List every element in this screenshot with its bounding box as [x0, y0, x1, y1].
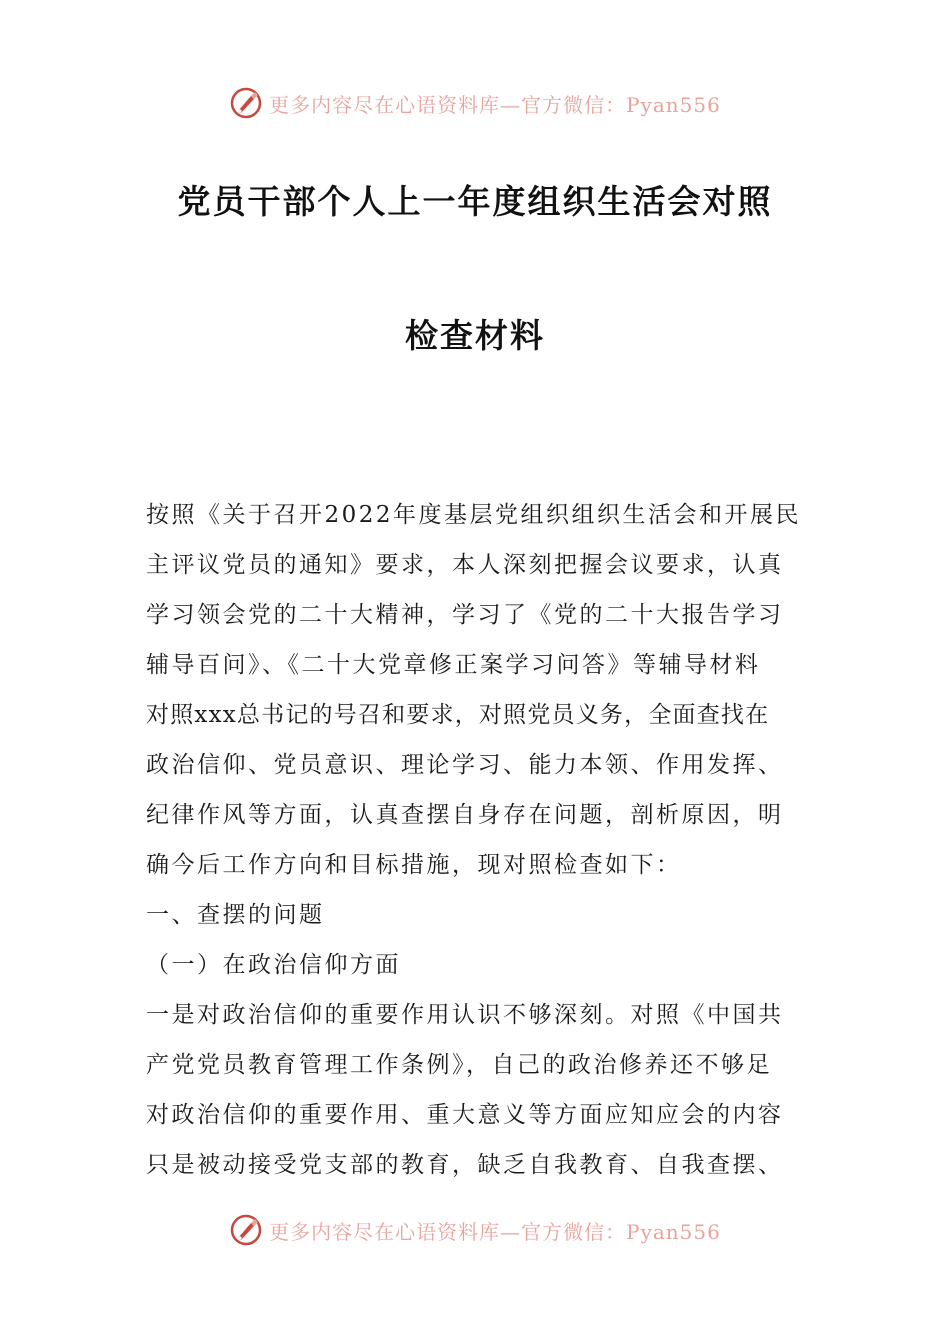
- watermark-text: 更多内容尽在心语资料库—官方微信：Pyan556: [269, 92, 721, 117]
- watermark-text: 更多内容尽在心语资料库—官方微信：Pyan556: [269, 1219, 721, 1244]
- document-title-line-2: 检查材料: [405, 316, 545, 355]
- document-body: [146, 490, 811, 1190]
- body-line: 政治信仰、党员意识、理论学习、能力本领、作用发挥、: [146, 752, 784, 778]
- section-heading: 一、查摆的问题: [146, 902, 325, 928]
- pen-nib-logo-icon: [229, 86, 263, 120]
- body-line: 确今后工作方向和目标措施，现对照检查如下：: [146, 852, 682, 878]
- subsection-heading: （一）在政治信仰方面: [146, 952, 401, 978]
- document-title-line-1: 党员干部个人上一年度组织生活会对照: [177, 182, 773, 221]
- header-watermark-banner: [0, 83, 950, 123]
- body-line: 只是被动接受党支部的教育，缺乏自我教育、自我查摆、: [146, 1152, 784, 1178]
- body-line: 产党党员教育管理工作条例》，自己的政治修养还不够足: [146, 1052, 772, 1078]
- pen-nib-logo-icon: [229, 1213, 263, 1247]
- body-line: 主评议党员的通知》要求，本人深刻把握会议要求，认真: [146, 552, 784, 578]
- body-line: 辅导百问》、《二十大党章修正案学习问答》等辅导材料: [146, 652, 761, 678]
- body-line: 纪律作风等方面，认真查摆自身存在问题，剖析原因，明: [146, 802, 784, 828]
- body-line: 对照xxx总书记的号召和要求，对照党员义务，全面查找在: [146, 702, 770, 728]
- body-line: 按照《关于召开2022年度基层党组织组织生活会和开展民: [146, 502, 802, 528]
- body-line: 一是对政治信仰的重要作用认识不够深刻。对照《中国共: [146, 1002, 784, 1028]
- footer-watermark-banner: [0, 1210, 950, 1250]
- body-line: 学习领会党的二十大精神，学习了《党的二十大报告学习: [146, 602, 784, 628]
- body-line: 对政治信仰的重要作用、重大意义等方面应知应会的内容: [146, 1102, 784, 1128]
